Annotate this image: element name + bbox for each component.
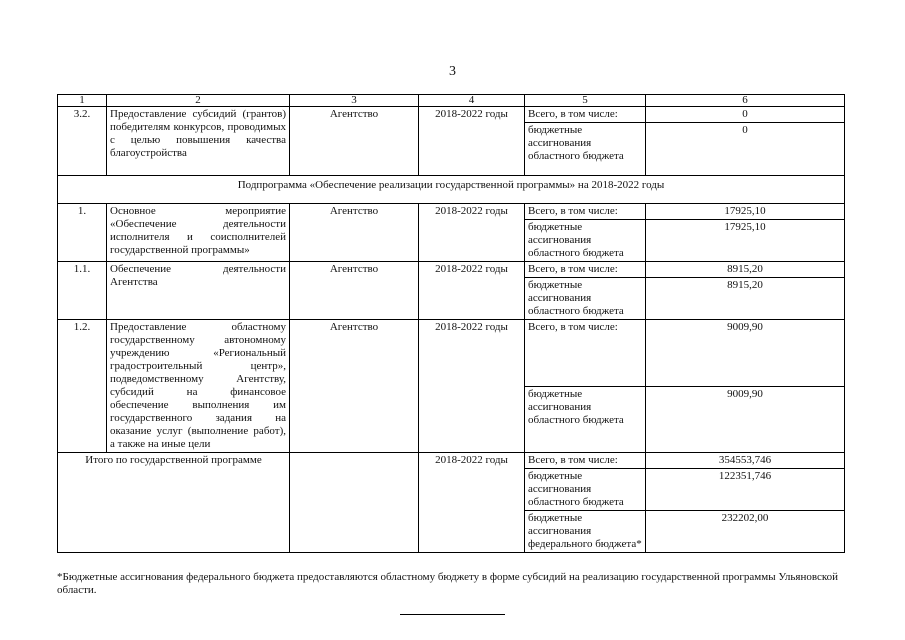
- executor: Агентство: [290, 320, 419, 453]
- funding-value: 122351,746: [646, 469, 845, 511]
- executor: Агентство: [290, 107, 419, 176]
- row-number: 1.1.: [58, 262, 107, 320]
- table-row: [58, 204, 845, 220]
- table-row: [58, 320, 845, 387]
- page-number: 3: [449, 64, 456, 79]
- measure-name: Предоставление областному государственному автономному учреждению «Региональный градостроительный центр», подведомственному Агентству, субсидий на финансовое обеспечение выполнения им государственного задания на оказание услуг (выполнение работ), а также на иные цели: [107, 320, 290, 453]
- funding-source: бюджетные ассигнования областного бюджета: [525, 387, 646, 453]
- funding-value: 8915,20: [646, 278, 845, 320]
- funding-source: Всего, в том числе:: [525, 107, 646, 123]
- executor: Агентство: [290, 204, 419, 262]
- funding-source: бюджетные ассигнования областного бюджета: [525, 278, 646, 320]
- funding-value: 354553,746: [646, 453, 845, 469]
- footnote: *Бюджетные ассигнования федерального бюджета предоставляются областному бюджету в форме субсидий на реализацию государственной программы Ульяновской области.: [57, 571, 839, 596]
- section-row: [58, 176, 845, 204]
- period: 2018-2022 годы: [419, 262, 525, 320]
- funding-value: 9009,90: [646, 320, 845, 387]
- funding-value: 17925,10: [646, 204, 845, 220]
- table-row: [58, 262, 845, 278]
- measure-name: Предоставление субсидий (грантов) победителям конкурсов, проводимых с целью повышения качества благоустройства: [107, 107, 290, 176]
- funding-value: 17925,10: [646, 220, 845, 262]
- funding-source: бюджетные ассигнования областного бюджета: [525, 123, 646, 176]
- header-cell: 3: [290, 95, 419, 107]
- row-number: 1.2.: [58, 320, 107, 453]
- period: 2018-2022 годы: [419, 107, 525, 176]
- funding-source: Всего, в том числе:: [525, 453, 646, 469]
- header-cell: 1: [58, 95, 107, 107]
- section-title: Подпрограмма «Обеспечение реализации государственной программы» на 2018-2022 годы: [58, 176, 845, 204]
- funding-value: 0: [646, 123, 845, 176]
- funding-source: Всего, в том числе:: [525, 204, 646, 220]
- total-executor: [290, 453, 419, 553]
- footer-divider: [400, 614, 505, 615]
- header-cell: 4: [419, 95, 525, 107]
- row-number: 3.2.: [58, 107, 107, 176]
- table-header-row: [58, 95, 845, 107]
- funding-value: 9009,90: [646, 387, 845, 453]
- total-label: Итого по государственной программе: [58, 453, 290, 553]
- period: 2018-2022 годы: [419, 204, 525, 262]
- header-cell: 5: [525, 95, 646, 107]
- period: 2018-2022 годы: [419, 320, 525, 453]
- funding-value: 8915,20: [646, 262, 845, 278]
- funding-source: бюджетные ассигнования областного бюджета: [525, 469, 646, 511]
- funding-source: Всего, в том числе:: [525, 320, 646, 387]
- period: 2018-2022 годы: [419, 453, 525, 553]
- executor: Агентство: [290, 262, 419, 320]
- header-cell: 6: [646, 95, 845, 107]
- total-row: [58, 453, 845, 469]
- funding-value: 232202,00: [646, 511, 845, 553]
- funding-source: бюджетные ассигнования областного бюджета: [525, 220, 646, 262]
- row-number: 1.: [58, 204, 107, 262]
- program-table: [57, 94, 845, 553]
- table-row: [58, 107, 845, 123]
- header-cell: 2: [107, 95, 290, 107]
- funding-source: бюджетные ассигнования федерального бюджета*: [525, 511, 646, 553]
- funding-value: 0: [646, 107, 845, 123]
- funding-source: Всего, в том числе:: [525, 262, 646, 278]
- measure-name: Основное мероприятие «Обеспечение деятельности исполнителя и соисполнителей государственной программы»: [107, 204, 290, 262]
- measure-name: Обеспечение деятельности Агентства: [107, 262, 290, 320]
